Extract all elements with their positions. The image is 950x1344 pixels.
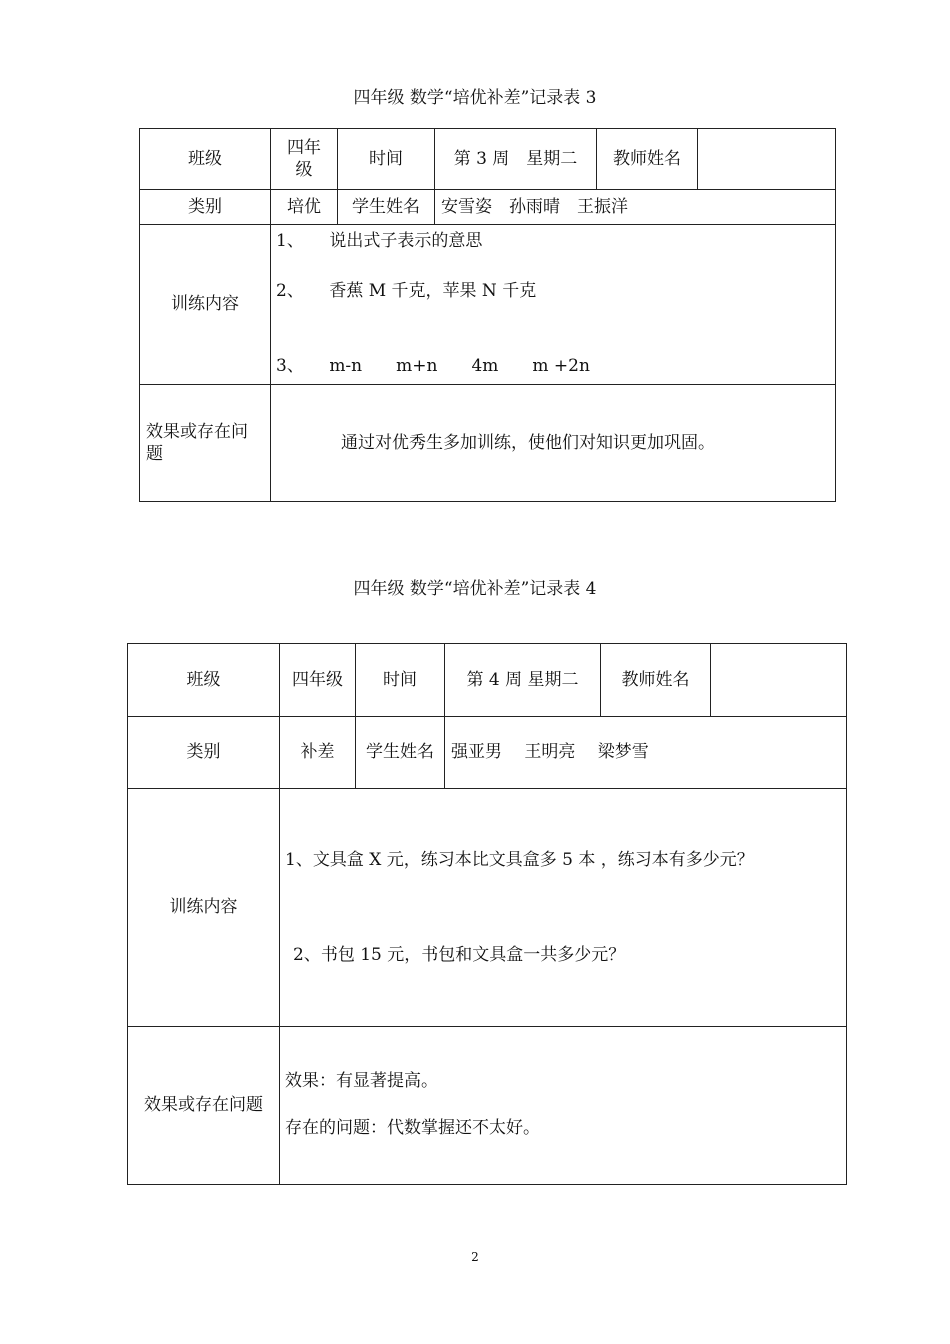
students-value: 强亚男 王明亮 梁梦雪	[445, 717, 847, 789]
content-label: 训练内容	[140, 225, 271, 385]
teacher-label: 教师姓名	[601, 644, 711, 717]
content-cell	[280, 789, 847, 1027]
class-label: 班级	[140, 129, 271, 190]
students-label: 学生姓名	[356, 717, 445, 789]
class-value: 四年级	[280, 644, 356, 717]
effect-line-1: 效果：有显著提高。	[285, 1071, 438, 1091]
category-value: 培优	[271, 190, 338, 225]
content-cell	[271, 225, 836, 385]
effect-label: 效果或存在问题	[140, 385, 271, 502]
record-table-4	[127, 643, 847, 1185]
effect-label: 效果或存在问题	[128, 1027, 280, 1185]
time-label: 时间	[356, 644, 445, 717]
record-table-3	[139, 128, 836, 502]
teacher-value	[698, 129, 836, 190]
time-value: 第 3 周 星期二	[435, 129, 597, 190]
effect-cell	[280, 1027, 847, 1185]
table3-title: 四年级 数学“培优补差”记录表 3	[353, 88, 597, 108]
table4-title: 四年级 数学“培优补差”记录表 4	[353, 579, 597, 599]
students-label: 学生姓名	[338, 190, 435, 225]
content-line-2: 2、 香蕉 M 千克，苹果 N 千克	[276, 281, 537, 301]
class-value: 四年级	[271, 129, 338, 190]
time-value: 第 4 周 星期二	[445, 644, 601, 717]
page-number: 2	[471, 1250, 479, 1264]
category-label: 类别	[128, 717, 280, 789]
content-line-1: 1、文具盒 X 元，练习本比文具盒多 5 本 ，练习本有多少元？	[285, 850, 754, 870]
content-line-2: 2、书包 15 元，书包和文具盒一共多少元？	[293, 945, 626, 965]
teacher-value	[711, 644, 847, 717]
effect-value: 通过对优秀生多加训练，使他们对知识更加巩固。	[271, 385, 836, 502]
class-label: 班级	[128, 644, 280, 717]
students-value: 安雪姿 孙雨晴 王振洋	[435, 190, 836, 225]
teacher-label: 教师姓名	[597, 129, 698, 190]
content-label: 训练内容	[128, 789, 280, 1027]
effect-line-2: 存在的问题：代数掌握还不太好。	[285, 1118, 540, 1138]
time-label: 时间	[338, 129, 435, 190]
content-line-3: 3、 m-n m+n 4m m +2n	[276, 356, 590, 376]
content-line-1: 1、 说出式子表示的意思	[276, 231, 483, 251]
category-value: 补差	[280, 717, 356, 789]
category-label: 类别	[140, 190, 271, 225]
